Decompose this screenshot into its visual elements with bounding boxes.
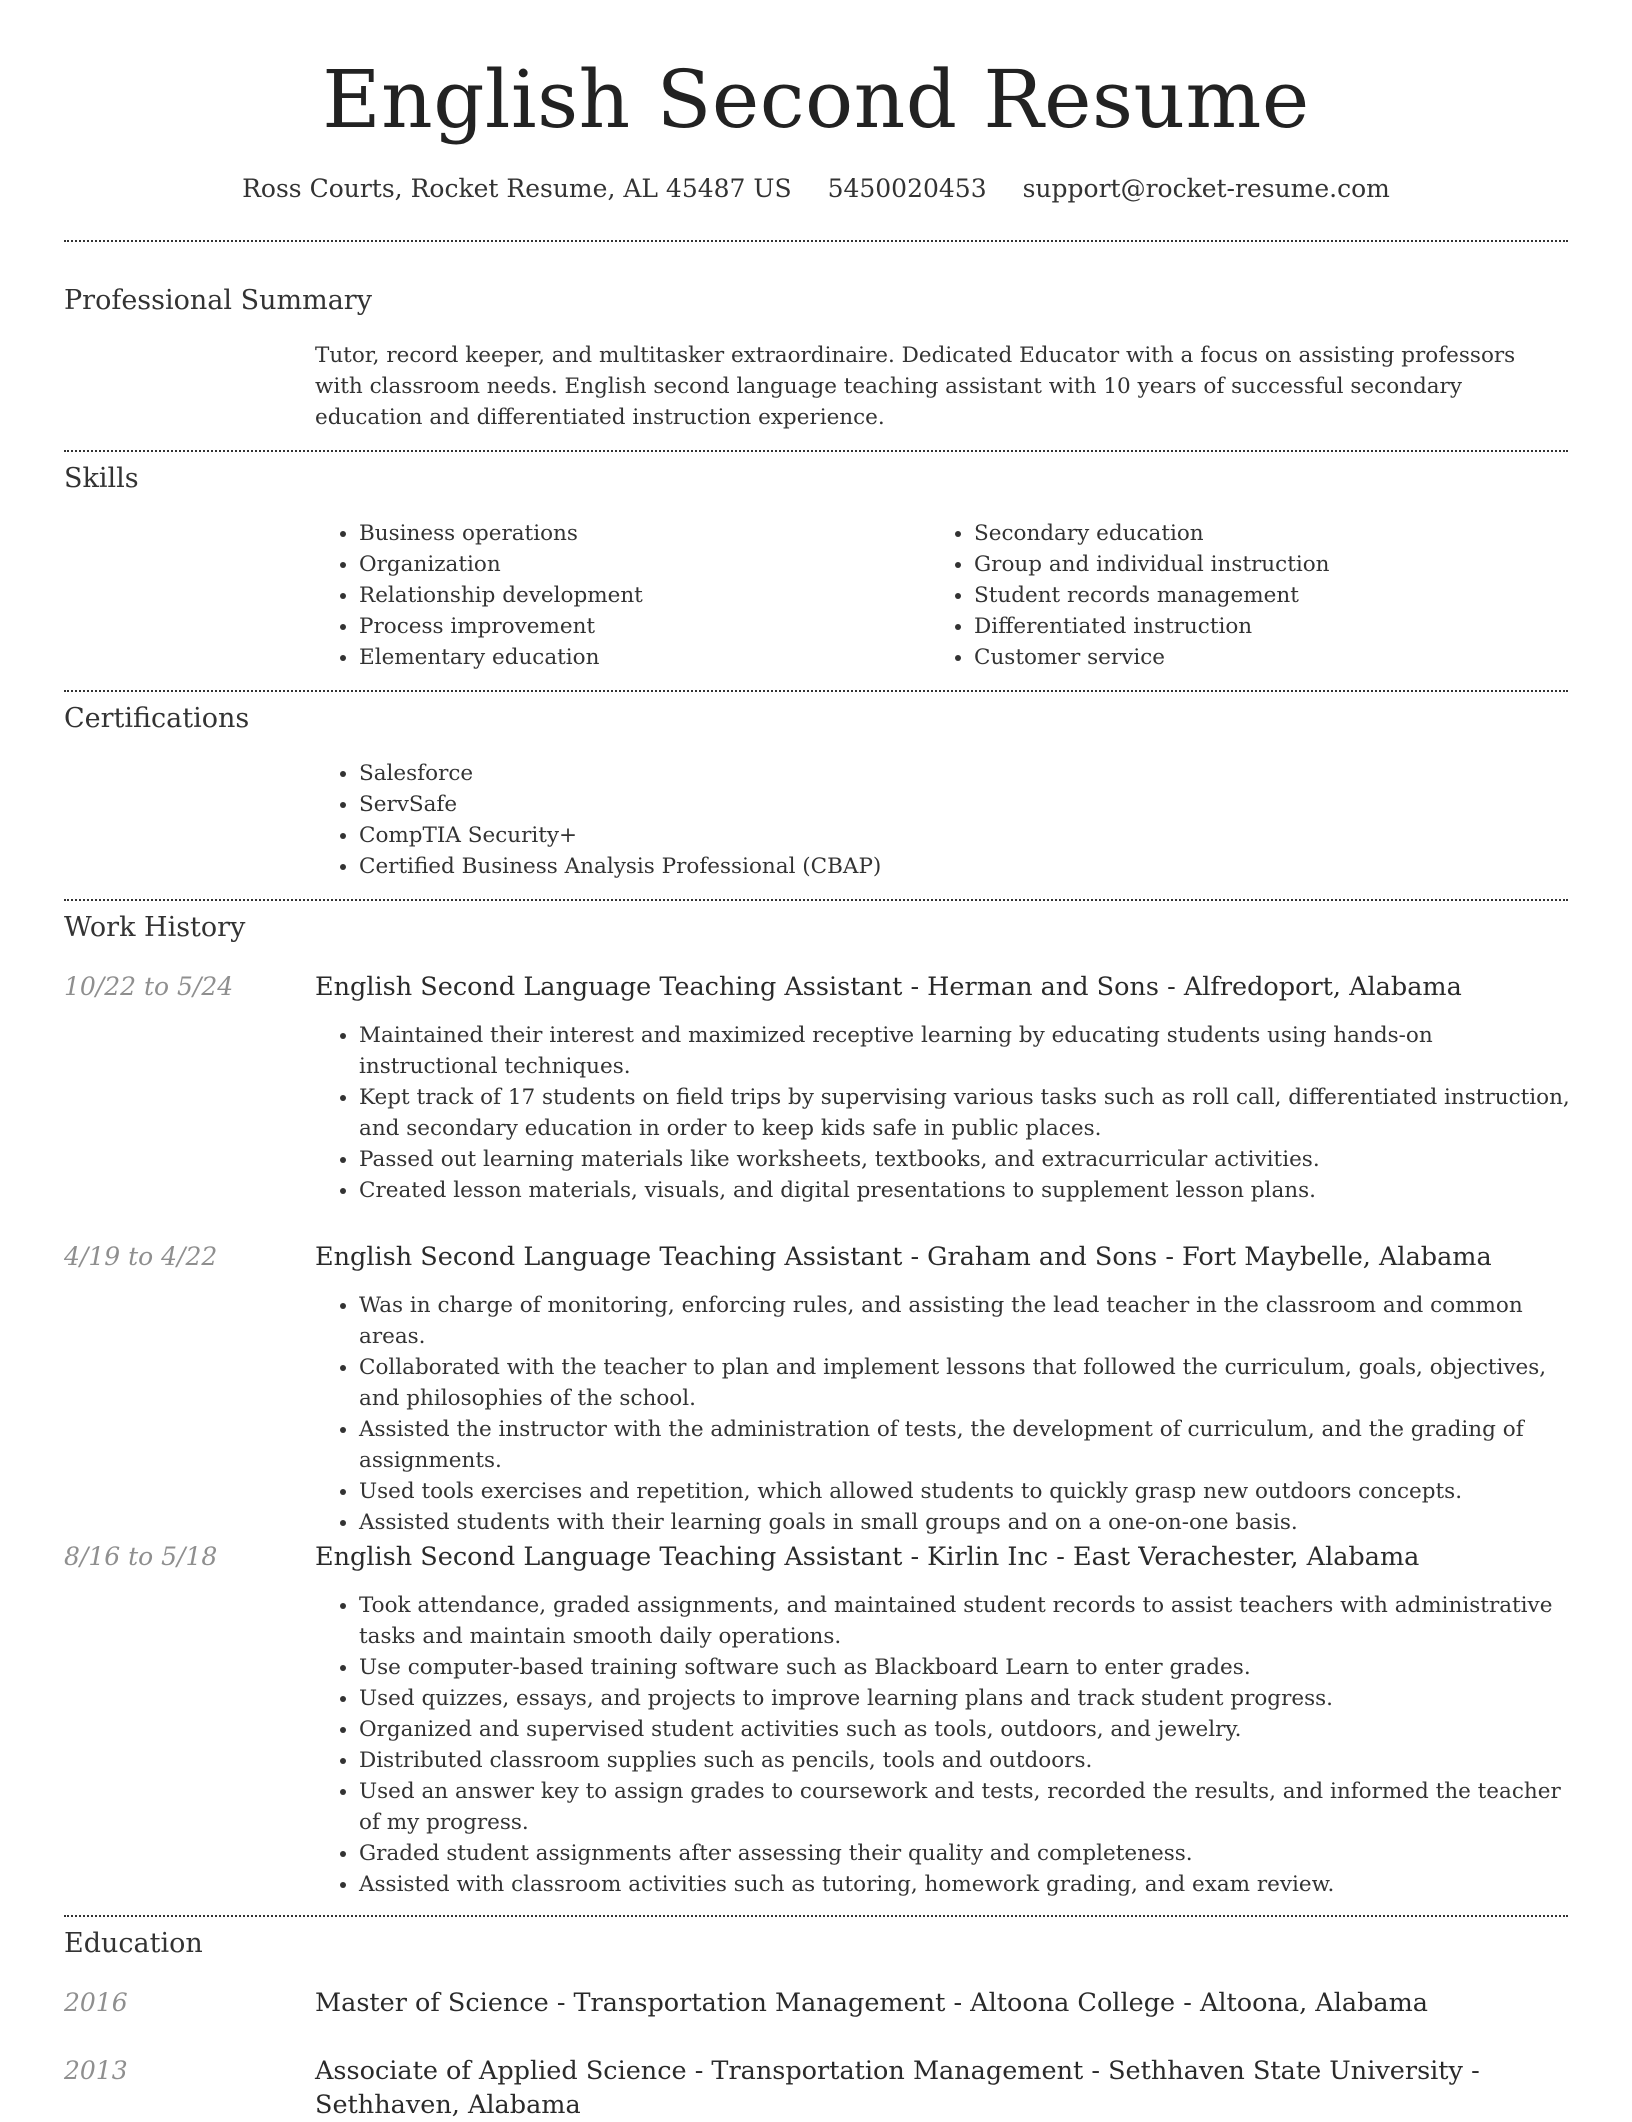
job-bullet: • Distributed classroom supplies such as pencils, tools and outdoors. (359, 1745, 1584, 1776)
job-bullet: • Used quizzes, essays, and projects to improve learning plans and track student progress. (359, 1683, 1584, 1714)
certifications-list (315, 758, 1559, 882)
phone: 5450020453 (827, 174, 987, 203)
summary-text: Tutor, record keeper, and multitasker extraordinaire. Dedicated Educator with a focus on assisting professors with classroom needs. English second language teaching assistant with 10 years of successful secondary education and differentiated instruction experience. (315, 343, 1516, 430)
job-bullets (315, 1590, 1584, 1900)
job-bullet: • Maintained their interest and maximized receptive learning by educating students using hands-on instructional techniques. (359, 1020, 1574, 1082)
job-bullet: • Assisted students with their learning goals in small groups and on a one-on-one basis. (359, 1507, 1574, 1538)
skill-item: • Process improvement (359, 611, 919, 642)
divider (64, 690, 1568, 692)
education-degree: Master of Science - Transportation Management - Altoona College - Altoona, Alabama (315, 1988, 1428, 2018)
education-year: 2016 (64, 1988, 128, 2017)
education-year: 2013 (64, 2056, 128, 2085)
job-bullet: • Collaborated with the teacher to plan and implement lessons that followed the curriculum, goals, objectives, and philosophies of the school. (359, 1352, 1574, 1414)
summary-heading: Professional Summary (64, 285, 372, 316)
skill-item: • Differentiated instruction (974, 611, 1574, 642)
divider (64, 1915, 1568, 1917)
certification-item: • Salesforce (359, 758, 1559, 789)
job-bullets (315, 1290, 1574, 1538)
job-bullet: • Created lesson materials, visuals, and digital presentations to supplement lesson plans. (359, 1175, 1574, 1206)
divider (64, 450, 1568, 452)
skill-item: • Group and individual instruction (974, 549, 1574, 580)
job-heading: English Second Language Teaching Assistant - Kirlin Inc - East Verachester, Alabama (315, 1542, 1420, 1572)
job-bullet: • Used an answer key to assign grades to coursework and tests, recorded the results, and informed the teacher of my progress. (359, 1776, 1584, 1838)
job-dates: 4/19 to 4/22 (64, 1242, 218, 1271)
skill-item: • Customer service (974, 642, 1574, 673)
divider (64, 899, 1568, 901)
education-heading: Education (64, 1928, 203, 1959)
job-bullet: • Used tools exercises and repetition, which allowed students to quickly grasp new outdoors concepts. (359, 1476, 1574, 1507)
job-bullet: • Was in charge of monitoring, enforcing rules, and assisting the lead teacher in the classroom and common areas. (359, 1290, 1574, 1352)
work-history-heading: Work History (64, 912, 246, 943)
certifications-heading: Certifications (64, 703, 250, 734)
skills-heading: Skills (64, 463, 139, 494)
job-bullet: • Organized and supervised student activities such as tools, outdoors, and jewelry. (359, 1714, 1584, 1745)
job-bullet: • Passed out learning materials like worksheets, textbooks, and extracurricular activities. (359, 1144, 1574, 1175)
certification-item: • ServSafe (359, 789, 1559, 820)
job-bullet: • Assisted the instructor with the administration of tests, the development of curriculum, and the grading of assignments. (359, 1414, 1574, 1476)
skills-list-left (315, 518, 919, 673)
divider (64, 240, 1568, 242)
email: support@rocket-resume.com (1022, 174, 1390, 203)
resume-name: English Second Resume (322, 53, 1310, 146)
skill-item: • Organization (359, 549, 919, 580)
education-degree: Associate of Applied Science - Transportation Management - Sethhaven State University - Sethhaven, Alabama (315, 2056, 1480, 2120)
address: Ross Courts, Rocket Resume, AL 45487 US (242, 174, 792, 203)
contact-line (0, 172, 1632, 206)
job-heading: English Second Language Teaching Assistant - Graham and Sons - Fort Maybelle, Alabama (315, 1242, 1492, 1272)
skill-item: • Secondary education (974, 518, 1574, 549)
skills-list-right (930, 518, 1574, 673)
job-bullets (315, 1020, 1574, 1206)
skill-item: • Relationship development (359, 580, 919, 611)
skill-item: • Elementary education (359, 642, 919, 673)
certification-item: • Certified Business Analysis Professional (CBAP) (359, 851, 1559, 882)
job-bullet: • Assisted with classroom activities such as tutoring, homework grading, and exam review. (359, 1869, 1584, 1900)
skill-item: • Business operations (359, 518, 919, 549)
job-bullet: • Graded student assignments after assessing their quality and completeness. (359, 1838, 1584, 1869)
job-bullet: • Use computer-based training software such as Blackboard Learn to enter grades. (359, 1652, 1584, 1683)
job-heading: English Second Language Teaching Assistant - Herman and Sons - Alfredoport, Alabama (315, 972, 1462, 1002)
certification-item: • CompTIA Security+ (359, 820, 1559, 851)
skill-item: • Student records management (974, 580, 1574, 611)
job-dates: 10/22 to 5/24 (64, 972, 234, 1001)
job-bullet: • Kept track of 17 students on field trips by supervising various tasks such as roll call, differentiated instruction, and secondary education in order to keep kids safe in public places. (359, 1082, 1574, 1144)
job-dates: 8/16 to 5/18 (64, 1542, 218, 1571)
job-bullet: • Took attendance, graded assignments, and maintained student records to assist teachers with administrative tasks and maintain smooth daily operations. (359, 1590, 1584, 1652)
